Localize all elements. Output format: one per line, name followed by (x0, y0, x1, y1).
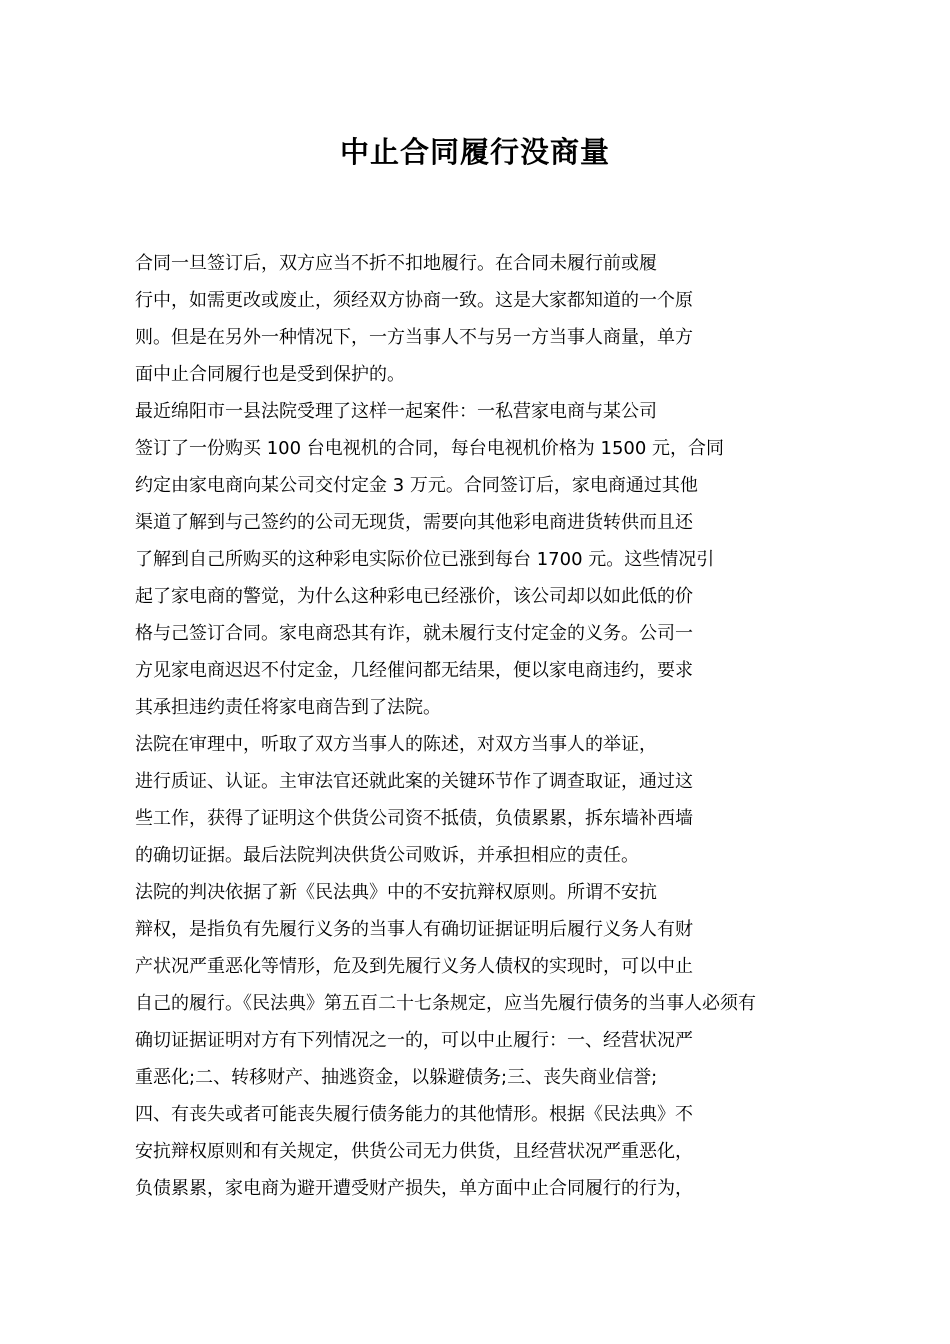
text-line: 的确切证据。最后法院判决供货公司败诉，并承担相应的责任。 (135, 845, 639, 866)
text-line: 确切证据证明对方有下列情况之一的，可以中止履行：一、经营状况严 (135, 1030, 693, 1051)
text-line: 则。但是在另外一种情况下，一方当事人不与另一方当事人商量，单方 (135, 327, 693, 348)
document-body (135, 245, 835, 1207)
text-line: 安抗辩权原则和有关规定，供货公司无力供货，且经营状况严重恶化， (135, 1141, 693, 1162)
text-line: 合同一旦签订后，双方应当不折不扣地履行。在合同未履行前或履 (135, 253, 657, 274)
text-line: 面中止合同履行也是受到保护的。 (135, 364, 405, 385)
text-line: 些工作，获得了证明这个供货公司资不抵债，负债累累，拆东墙补西墙 (135, 808, 693, 829)
text-line: 自己的履行。《民法典》第五百二十七条规定，应当先履行债务的当事人必须有 (135, 993, 756, 1014)
text-line: 其承担违约责任将家电商告到了法院。 (135, 697, 441, 718)
text-line: 重恶化;二、转移财产、抽逃资金，以躲避债务;三、丧失商业信誉; (135, 1067, 658, 1088)
text-line: 渠道了解到与己签约的公司无现货，需要向其他彩电商进货转供而且还 (135, 512, 693, 533)
text-line: 方见家电商迟迟不付定金，几经催问都无结果，便以家电商违约，要求 (135, 660, 693, 681)
text-line: 进行质证、认证。主审法官还就此案的关键环节作了调查取证，通过这 (135, 771, 693, 792)
page-title: 中止合同履行没商量 (339, 135, 610, 169)
text-line: 负债累累，家电商为避开遭受财产损失，单方面中止合同履行的行为， (135, 1178, 693, 1199)
text-line: 格与己签订合同。家电商恐其有诈，就未履行支付定金的义务。公司一 (135, 623, 693, 644)
text-line: 法院的判决依据了新《民法典》中的不安抗辩权原则。所谓不安抗 (135, 882, 657, 903)
text-line: 起了家电商的警觉，为什么这种彩电已经涨价，该公司却以如此低的价 (135, 586, 693, 607)
text-line: 四、有丧失或者可能丧失履行债务能力的其他情形。根据《民法典》不 (135, 1104, 693, 1125)
text-line: 法院在审理中，听取了双方当事人的陈述，对双方当事人的举证， (135, 734, 657, 755)
text-line: 最近绵阳市一县法院受理了这样一起案件：一私营家电商与某公司 (135, 401, 657, 422)
text-line: 产状况严重恶化等情形，危及到先履行义务人债权的实现时，可以中止 (135, 956, 693, 977)
text-line: 辩权，是指负有先履行义务的当事人有确切证据证明后履行义务人有财 (135, 919, 693, 940)
text-line: 约定由家电商向某公司交付定金 3 万元。合同签订后，家电商通过其他 (135, 475, 698, 496)
text-line: 签订了一份购买 100 台电视机的合同，每台电视机价格为 1500 元，合同 (135, 438, 725, 459)
text-line: 行中，如需更改或废止，须经双方协商一致。这是大家都知道的一个原 (135, 290, 693, 311)
text-line: 了解到自己所购买的这种彩电实际价位已涨到每台 1700 元。这些情况引 (135, 549, 715, 570)
